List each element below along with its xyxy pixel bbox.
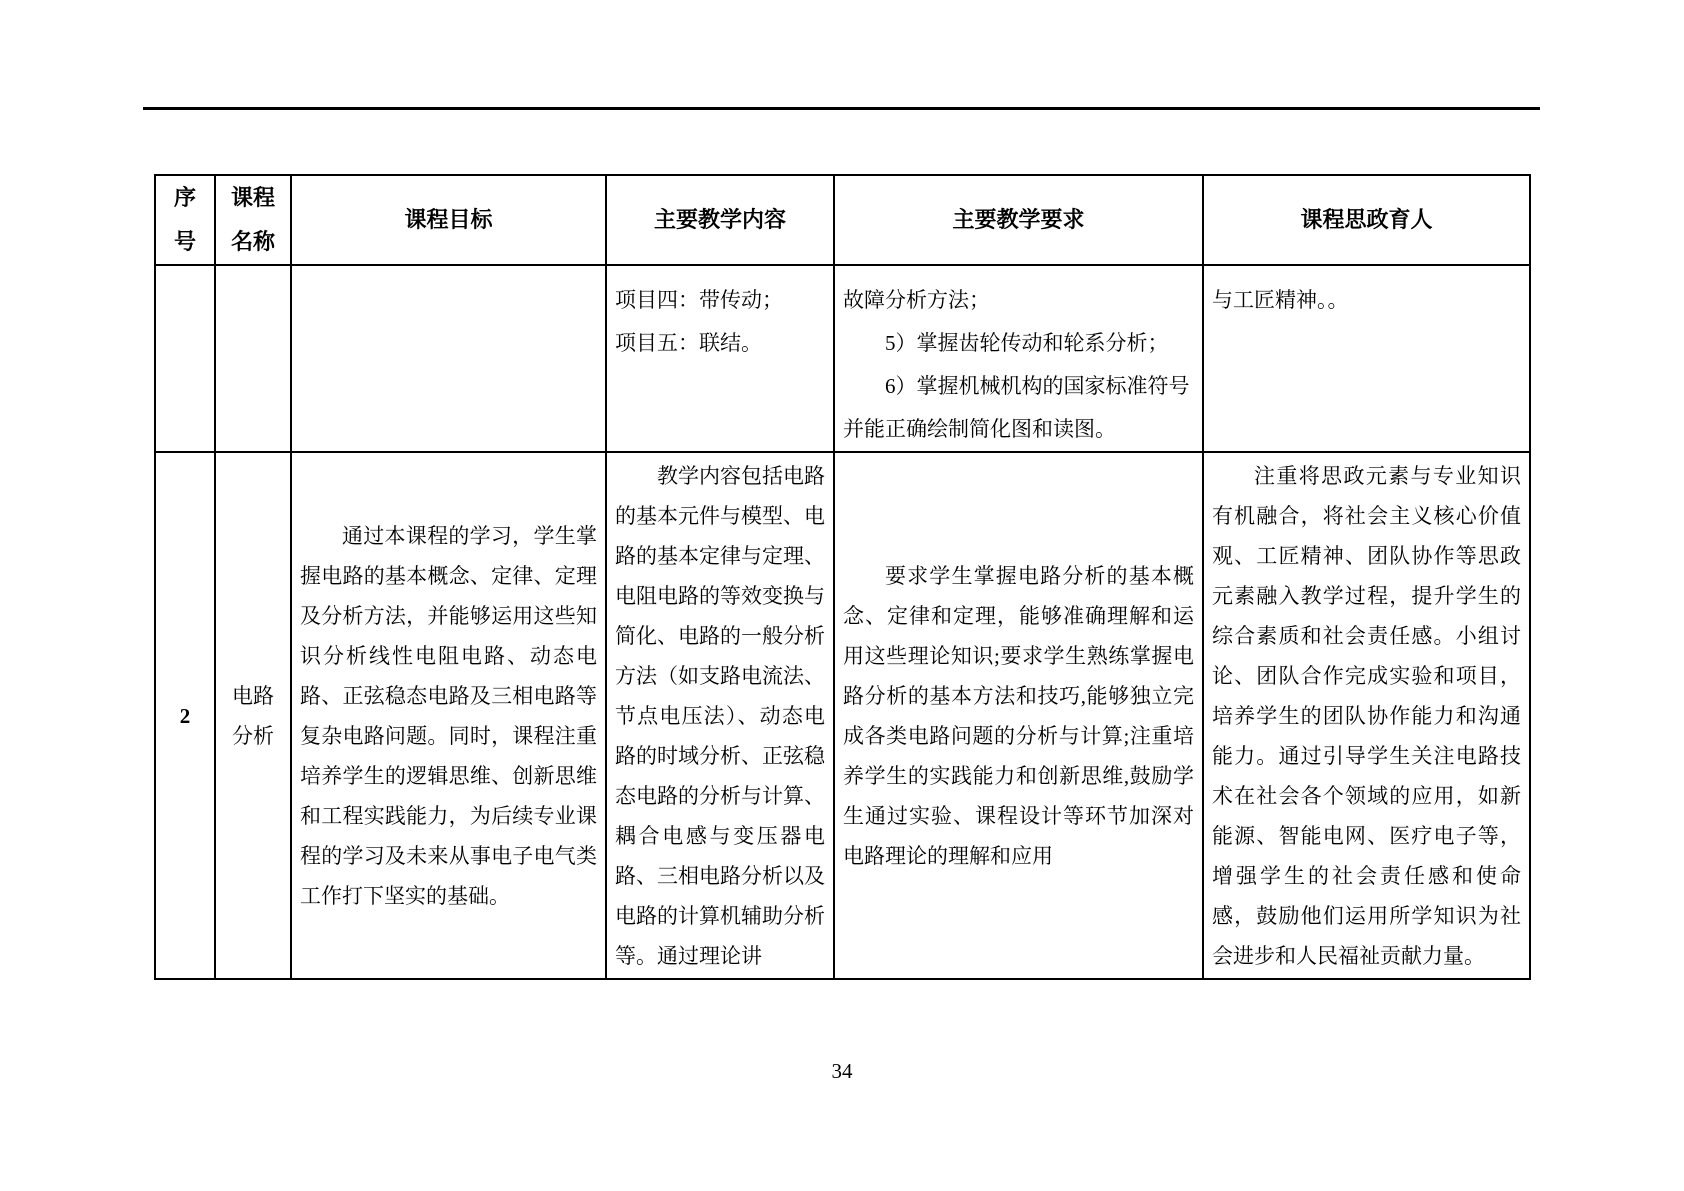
course-name-line2: 分析 xyxy=(232,723,274,748)
table-row-circuit-analysis xyxy=(155,452,1530,979)
header-label-seq-line2: 号 xyxy=(173,229,196,254)
cell-teaching-requirements xyxy=(834,452,1203,979)
cell-course-name xyxy=(215,452,291,979)
paragraph: 教学内容包括电路的基本元件与模型、电路的基本定律与定理、电阻电路的等效变换与简化、电路的一般分析方法（如支路电流法、节点电压法）、动态电路的时域分析、正弦稳态电路的分析与计算、耦合电感与变压器电路、三相电路分析以及电路的计算机辅助分析等。通过理论讲 xyxy=(615,463,825,968)
cell-teaching-content xyxy=(606,265,834,452)
header-label-course-line2: 名称 xyxy=(230,229,275,254)
course-name-line1: 电路 xyxy=(232,683,274,708)
header-cell-seq xyxy=(155,175,215,265)
paragraph: 通过本课程的学习，学生掌握电路的基本概念、定律、定理及分析方法，并能够运用这些知识分析线性电阻电路、动态电路、正弦稳态电路及三相电路等复杂电路问题。同时，课程注重培养学生的逻辑思维、创新思维和工程实践能力，为后续专业课程的学习及未来从事电子电气类工作打下坚实的基础。 xyxy=(300,523,597,908)
course-syllabus-table xyxy=(154,174,1531,980)
paragraph: 故障分析方法； xyxy=(843,288,990,312)
cell-teaching-requirements xyxy=(834,265,1203,452)
page-header-rule xyxy=(143,107,1540,110)
header-cell-teaching-requirements: 主要教学要求 xyxy=(834,175,1203,265)
cell-ideology xyxy=(1203,265,1530,452)
cell-seq-empty xyxy=(155,265,215,452)
paragraph: 5）掌握齿轮传动和轮系分析； xyxy=(885,331,1169,355)
cell-course-objectives xyxy=(291,452,606,979)
cell-ideology xyxy=(1203,452,1530,979)
header-label-seq-line1: 序 xyxy=(173,185,196,210)
paragraph: 项目四：带传动； xyxy=(615,288,783,312)
paragraph: 6）掌握机械机构的国家标准符号并能正确绘制简化图和读图。 xyxy=(843,374,1190,441)
header-cell-ideology: 课程思政育人 xyxy=(1203,175,1530,265)
cell-teaching-content xyxy=(606,452,834,979)
header-cell-course-name xyxy=(215,175,291,265)
table-row-continuation xyxy=(155,265,1530,452)
cell-seq-number: 2 xyxy=(155,452,215,979)
header-cell-objectives: 课程目标 xyxy=(291,175,606,265)
cell-objectives-empty xyxy=(291,265,606,452)
header-label-course-line1: 课程 xyxy=(230,185,275,210)
paragraph: 要求学生掌握电路分析的基本概念、定律和定理，能够准确理解和运用这些理论知识;要求学生熟练掌握电路分析的基本方法和技巧,能够独立完成各类电路问题的分析与计算;注重培养学生的实践能力和创新思维,鼓励学生通过实验、课程设计等环节加深对电路理论的理解和应用 xyxy=(843,563,1194,868)
page-number: 34 xyxy=(831,1059,853,1083)
paragraph: 项目五：联结。 xyxy=(615,331,762,355)
table-header-row xyxy=(155,175,1530,265)
paragraph: 注重将思政元素与专业知识有机融合，将社会主义核心价值观、工匠精神、团队协作等思政元素融入教学过程，提升学生的综合素质和社会责任感。小组讨论、团队合作完成实验和项目，培养学生的团队协作能力和沟通能力。通过引导学生关注电路技术在社会各个领域的应用，如新能源、智能电网、医疗电子等，增强学生的社会责任感和使命感，鼓励他们运用所学知识为社会进步和人民福祉贡献力量。 xyxy=(1212,463,1521,968)
cell-course-empty xyxy=(215,265,291,452)
header-cell-teaching-content: 主要教学内容 xyxy=(606,175,834,265)
paragraph: 与工匠精神。。 xyxy=(1212,288,1349,312)
